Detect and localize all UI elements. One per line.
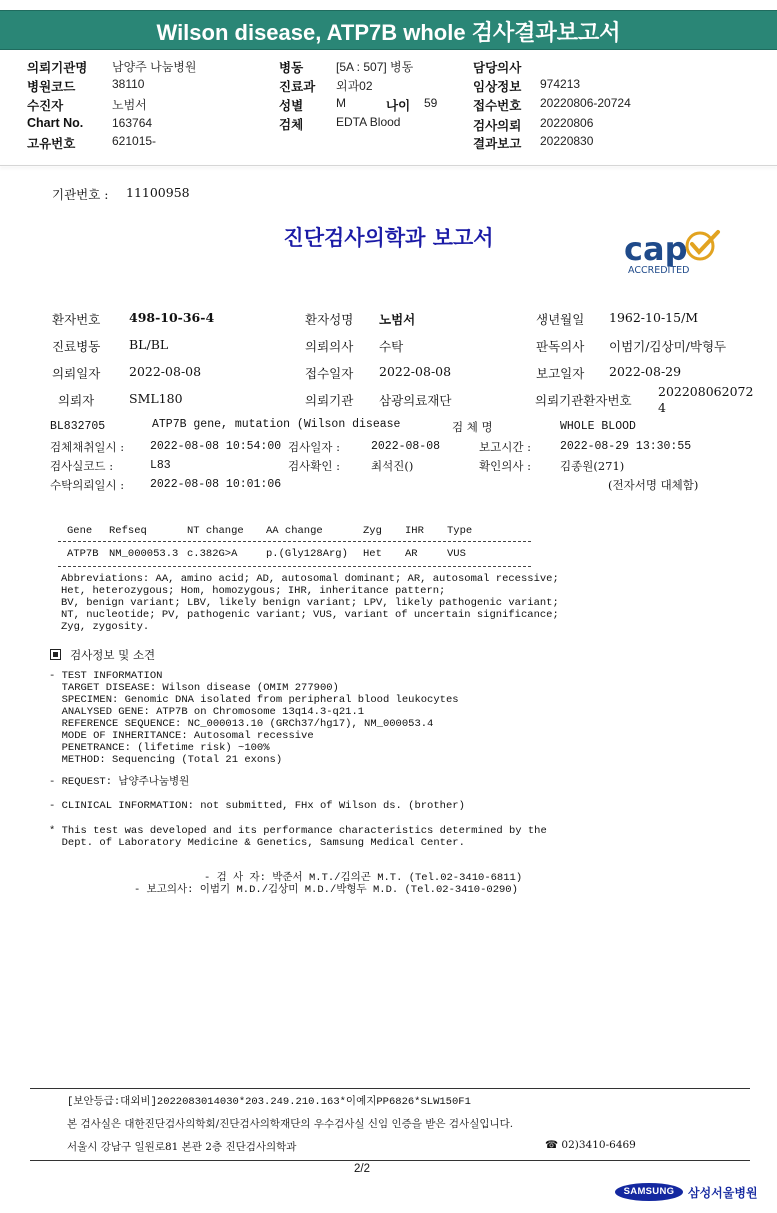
page-number: 2/2 (354, 1163, 370, 1175)
report-time-label: 보고시간 : (479, 440, 531, 454)
header-value: 노범서 (112, 98, 147, 112)
variant-cell: p.(Gly128Arg) (266, 548, 348, 560)
hospital-name: 삼성서울병원 (688, 1186, 758, 1200)
patient-value: 삼광의료재단 (379, 393, 452, 408)
test-info-line: METHOD: Sequencing (Total 21 exons) (49, 754, 283, 766)
patient-value: 2022-08-08 (379, 364, 452, 379)
variant-header: AA change (266, 525, 323, 537)
header-label: 병동 (279, 61, 304, 75)
header-label: 검사의뢰 (473, 119, 522, 133)
address: 서울시 강남구 일원로81 본관 2층 진단검사의학과 (67, 1141, 297, 1153)
abbreviation-line: Zyg, zygosity. (61, 621, 150, 633)
examiner-line: - 검 사 자: 박준서 M.T./김의곤 M.T. (Tel.02-3410-6811) (204, 872, 523, 884)
specimen-value: WHOLE BLOOD (560, 420, 636, 433)
header-label: 진료과 (279, 80, 316, 94)
report-banner-title: Wilson disease, ATP7B whole 검사결과보고서 (156, 20, 621, 45)
test-info-line: ANALYSED GENE: ATP7B on Chromosome 13q14.3-q21.1 (49, 706, 365, 718)
header-label: 수진자 (27, 99, 64, 113)
header-label: 의뢰기관명 (27, 61, 88, 75)
square-bullet-icon (50, 649, 61, 660)
doctor-label: 확인의사 : (479, 459, 531, 473)
header-value: 59 (424, 96, 438, 110)
confirm-label: 검사확인 : (288, 459, 340, 473)
test-name: ATP7B gene, mutation (Wilson disease (152, 418, 401, 431)
patient-label: 접수일자 (305, 366, 354, 381)
samsung-hospital-logo (615, 1180, 758, 1204)
patient-label: 의뢰기관 (305, 393, 354, 408)
abbreviations (61, 573, 559, 633)
header-value: M (336, 96, 346, 110)
security-line: [보안등급:대외비]2022083014030*203.249.210.163*이예지PP6826*SLW150F1 (67, 1096, 471, 1108)
variant-header: NT change (187, 525, 244, 537)
patient-label: 의뢰의사 (305, 339, 354, 354)
patient-value: 이범기/김상미/박형두 (609, 339, 727, 354)
esign-note: (전자서명 대체함) (608, 478, 699, 492)
section-title (50, 644, 155, 663)
report-time-value: 2022-08-29 13:30:55 (560, 440, 692, 453)
patient-value: 2022-08-29 (609, 364, 682, 379)
collect-label: 검체채취일시 : (50, 440, 125, 454)
test-info-line: - TEST INFORMATION (49, 670, 163, 682)
header-value: 163764 (112, 116, 153, 130)
samsung-wordmark: SAMSUNG (623, 1186, 675, 1197)
variant-cell: VUS (447, 548, 466, 560)
header-value: 974213 (540, 77, 581, 91)
test-info-line: SPECIMEN: Genomic DNA isolated from peripheral blood leukocytes (49, 694, 459, 706)
header-label: Chart No. (27, 116, 84, 130)
patient-value: 202208062072 (658, 384, 754, 399)
clinical-info-line: - CLINICAL INFORMATION: not submitted, FHx of Wilson ds. (brother) (49, 800, 465, 812)
header-value: 20220830 (540, 134, 594, 148)
request-line: - REQUEST: 남양주나눔병원 (49, 776, 190, 788)
patient-label: 의뢰자 (58, 393, 95, 408)
patient-value: SML180 (129, 391, 183, 406)
patient-value: 노범서 (379, 312, 416, 327)
doctor-value: 김종원(271) (560, 459, 625, 473)
header-value: 외과02 (336, 79, 373, 93)
header-label: 접수번호 (473, 99, 522, 113)
institution-label: 기관번호 : (52, 187, 109, 202)
certification-note: 본 검사실은 대한진단검사의학회/진단검사의학재단의 우수검사실 신임 인증을 받은 검사실입니다. (67, 1118, 514, 1130)
cap-accredited-logo (622, 228, 727, 276)
header-value: 621015- (112, 134, 157, 148)
cap-logo-icon (622, 228, 727, 276)
patient-value: 2022-08-08 (129, 364, 202, 379)
disclaimer (49, 825, 547, 849)
variant-header: Type (447, 525, 473, 537)
patient-label: 판독의사 (536, 339, 585, 354)
patient-value: BL/BL (129, 337, 169, 352)
patient-value: 498-10-36-4 (129, 310, 215, 325)
abbreviation-line: Abbreviations: AA, amino acid; AD, autosomal dominant; AR, autosomal recessive; (61, 573, 559, 585)
abbreviation-line: Het, heterozygous; Hom, homozygous; IHR, inheritance pattern; (61, 585, 446, 597)
test-info-line: PENETRANCE: (lifetime risk) ~100% (49, 742, 270, 754)
test-info-line: TARGET DISEASE: Wilson disease (OMIM 277900) (49, 682, 339, 694)
abbreviation-line: BV, benign variant; LBV, likely benign variant; LPV, likely pathogenic variant; (61, 597, 559, 609)
variant-header: IHR (405, 525, 424, 537)
exam-date-label: 검사일자 : (288, 440, 340, 454)
header-value: 38110 (112, 77, 145, 91)
header-value: 20220806 (540, 116, 594, 130)
collect-value: 2022-08-08 10:54:00 (150, 440, 282, 453)
institution-number: 11100958 (126, 185, 190, 200)
table-divider (58, 541, 531, 542)
header-label: 검체 (279, 118, 304, 132)
header-value: 남양주 나눔병원 (112, 60, 197, 74)
exam-date-value: 2022-08-08 (371, 440, 441, 453)
test-information (49, 670, 459, 766)
test-info-line: REFERENCE SEQUENCE: NC_000013.10 (GRCh37/hg17), NM_000053.4 (49, 718, 434, 730)
patient-label: 진료병동 (52, 339, 101, 354)
section-title-text: 검사정보 및 소견 (70, 648, 156, 662)
document-title: 진단검사의학과 보고서 (283, 225, 494, 250)
variant-cell: NM_000053.3 (109, 548, 179, 560)
variant-header: Refseq (109, 525, 147, 537)
patient-label: 환자성명 (305, 312, 354, 327)
header-label: 병원코드 (27, 80, 76, 94)
variant-cell: ATP7B (67, 548, 99, 560)
phone-number: ☎ 02)3410-6469 (545, 1139, 636, 1151)
variant-header: Gene (67, 525, 93, 537)
room-code-value: L83 (150, 459, 171, 472)
header-label: 결과보고 (473, 137, 522, 151)
disclaimer-line: * This test was developed and its performance characteristics determined by the (49, 825, 547, 837)
header-label: 임상정보 (473, 80, 522, 94)
patient-label: 환자번호 (52, 312, 101, 327)
header-value: EDTA Blood (336, 115, 401, 129)
abbreviation-line: NT, nucleotide; PV, pathogenic variant; VUS, variant of uncertain significance; (61, 609, 559, 621)
patient-label: 의뢰일자 (52, 366, 101, 381)
request-time-label: 수탁의뢰일시 : (50, 478, 125, 492)
confirm-value: 최석진() (371, 459, 414, 473)
header-label: 나이 (386, 99, 411, 113)
patient-value: 1962-10-15/M (609, 310, 699, 325)
header-label: 담당의사 (473, 61, 522, 75)
test-code: BL832705 (50, 420, 106, 433)
header-value: [5A : 507] 병동 (336, 60, 414, 74)
patient-label: 보고일자 (536, 366, 585, 381)
room-code-label: 검사실코드 : (50, 459, 114, 473)
variant-cell: c.382G>A (187, 548, 238, 560)
header-divider (0, 165, 777, 166)
patient-label: 의뢰기관환자번호 (535, 393, 632, 408)
svg-text:cap: cap (624, 230, 688, 268)
svg-text:ACCREDITED: ACCREDITED (628, 265, 690, 276)
variant-header: Zyg (363, 525, 382, 537)
patient-label: 생년월일 (536, 312, 585, 327)
request-time-value: 2022-08-08 10:01:06 (150, 478, 282, 491)
test-info-line: MODE OF INHERITANCE: Autosomal recessive (49, 730, 314, 742)
reporting-doctor-line: - 보고의사: 이범기 M.D./김상미 M.D./박형두 M.D. (Tel.02-3410-0290) (134, 884, 518, 896)
disclaimer-line: Dept. of Laboratory Medicine & Genetics, Samsung Medical Center. (49, 837, 465, 849)
variant-cell: Het (363, 548, 382, 560)
variant-cell: AR (405, 548, 418, 560)
header-label: 고유번호 (27, 137, 76, 151)
specimen-label: 검 체 명 (452, 420, 493, 434)
header-label: 성별 (279, 99, 304, 113)
header-value: 20220806-20724 (540, 96, 631, 110)
footer-divider-top (30, 1088, 750, 1089)
table-divider (58, 566, 531, 567)
footer-divider-bottom (30, 1160, 750, 1161)
patient-value: 4 (658, 400, 666, 415)
patient-value: 수탁 (379, 339, 404, 354)
